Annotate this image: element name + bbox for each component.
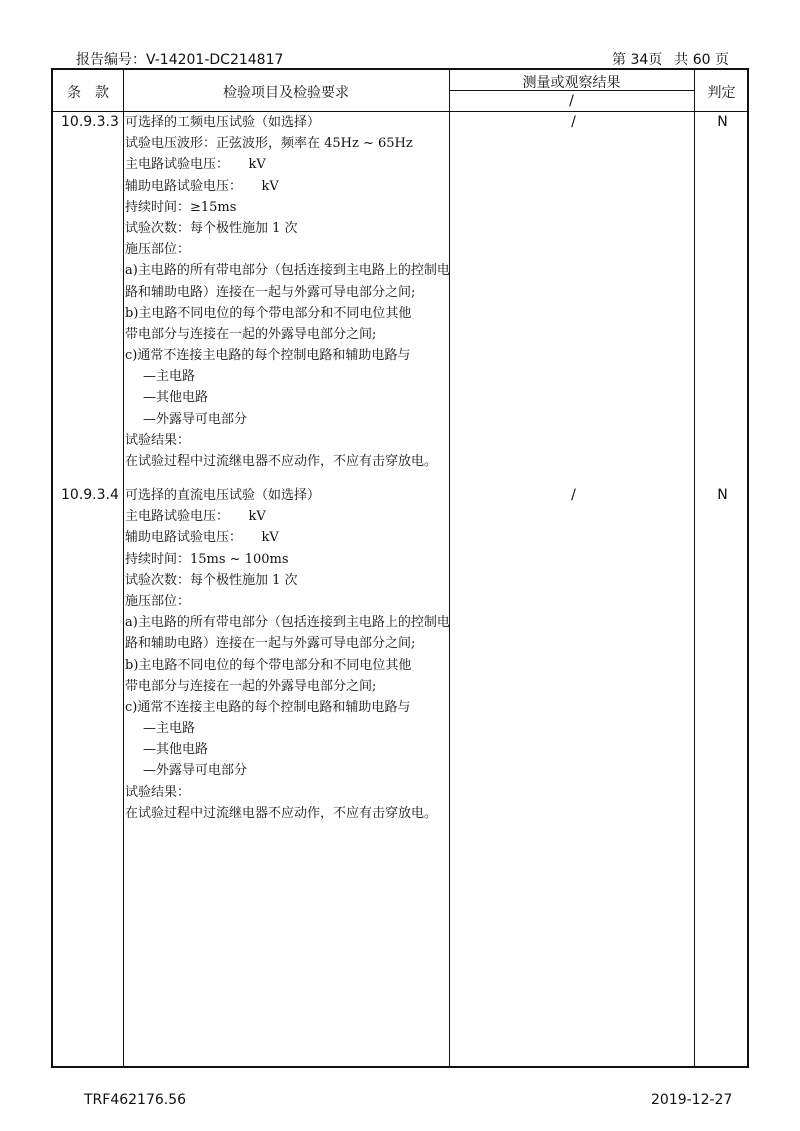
column-divider bbox=[123, 70, 124, 1066]
requirement-line: 持续时间：15ms ~ 100ms bbox=[125, 551, 289, 567]
requirement-line: 可选择的工频电压试验（如选择） bbox=[125, 115, 321, 130]
requirement-line: 试验次数：每个极性施加 1 次 bbox=[125, 572, 298, 588]
column-header-verdict: 判定 bbox=[707, 85, 736, 101]
requirement-line: a)主电路的所有带电部分（包括连接到主电路上的控制电 bbox=[125, 615, 450, 631]
page-indicator bbox=[612, 49, 729, 69]
clause-number: 10.9.3.3 bbox=[61, 114, 119, 130]
requirement-line: c)通常不连接主电路的每个控制电路和辅助电路与 bbox=[125, 348, 411, 364]
requirement-line: 试验结果： bbox=[125, 784, 191, 800]
requirement-line: 试验电压波形：正弦波形，频率在 45Hz ~ 65Hz bbox=[125, 136, 413, 152]
form-number: TRF462176.56 bbox=[84, 1092, 187, 1108]
requirement-line: 带电部分与连接在一起的外露导电部分之间; bbox=[125, 326, 377, 342]
measurement-result: / bbox=[571, 114, 576, 130]
requirement-line: —其他电路 bbox=[143, 390, 209, 406]
requirement-line: b)主电路不同电位的每个带电部分和不同电位其他 bbox=[125, 657, 412, 673]
requirement-line: 路和辅助电路）连接在一起与外露可导电部分之间; bbox=[125, 284, 416, 300]
page-number: 第 34页 bbox=[612, 52, 663, 68]
verdict: N bbox=[717, 487, 728, 503]
requirement-line: —外露导可电部分 bbox=[143, 763, 248, 779]
inspection-table bbox=[51, 68, 749, 1068]
measurement-result: / bbox=[571, 487, 576, 503]
requirement-line: 主电路试验电压： kV bbox=[125, 157, 266, 173]
requirement-line: 试验结果： bbox=[125, 432, 191, 448]
report-number: 报告编号：V-14201-DC214817 bbox=[76, 52, 284, 68]
requirement-line: 施压部位： bbox=[125, 242, 191, 258]
column-divider bbox=[694, 70, 695, 1066]
requirement-line: 施压部位： bbox=[125, 593, 191, 609]
requirement-line: 在试验过程中过流继电器不应动作，不应有击穿放电。 bbox=[125, 805, 438, 821]
column-header-measure-sub: / bbox=[569, 93, 574, 109]
requirement-text bbox=[125, 112, 451, 472]
requirement-line: 辅助电路试验电压： kV bbox=[125, 530, 279, 546]
requirement-line: c)通常不连接主电路的每个控制电路和辅助电路与 bbox=[125, 699, 411, 715]
clause-number: 10.9.3.4 bbox=[61, 487, 119, 503]
requirement-line: 路和辅助电路）连接在一起与外露可导电部分之间; bbox=[125, 636, 416, 652]
requirement-line: 试验次数：每个极性施加 1 次 bbox=[125, 220, 298, 236]
column-header-clause: 条 款 bbox=[67, 85, 109, 101]
requirement-line: —主电路 bbox=[143, 369, 196, 385]
requirement-line: 带电部分与连接在一起的外露导电部分之间; bbox=[125, 678, 377, 694]
column-header-measure: 测量或观察结果 bbox=[522, 75, 621, 91]
page-total: 共 60 页 bbox=[674, 52, 729, 68]
requirement-line: b)主电路不同电位的每个带电部分和不同电位其他 bbox=[125, 305, 412, 321]
verdict: N bbox=[717, 114, 728, 130]
requirement-line: —其他电路 bbox=[143, 742, 209, 758]
requirement-line: a)主电路的所有带电部分（包括连接到主电路上的控制电 bbox=[125, 263, 450, 279]
requirement-line: 持续时间：≥15ms bbox=[125, 199, 237, 215]
requirement-line: —外露导可电部分 bbox=[143, 411, 248, 427]
requirement-text bbox=[125, 485, 451, 824]
requirement-line: 辅助电路试验电压： kV bbox=[125, 178, 279, 194]
requirement-line: 主电路试验电压： kV bbox=[125, 509, 266, 525]
requirement-line: —主电路 bbox=[143, 721, 196, 737]
column-header-item: 检验项目及检验要求 bbox=[223, 85, 349, 101]
requirement-line: 在试验过程中过流继电器不应动作，不应有击穿放电。 bbox=[125, 454, 438, 469]
requirement-line: 可选择的直流电压试验（如选择） bbox=[125, 488, 321, 503]
form-date: 2019-12-27 bbox=[651, 1092, 733, 1108]
